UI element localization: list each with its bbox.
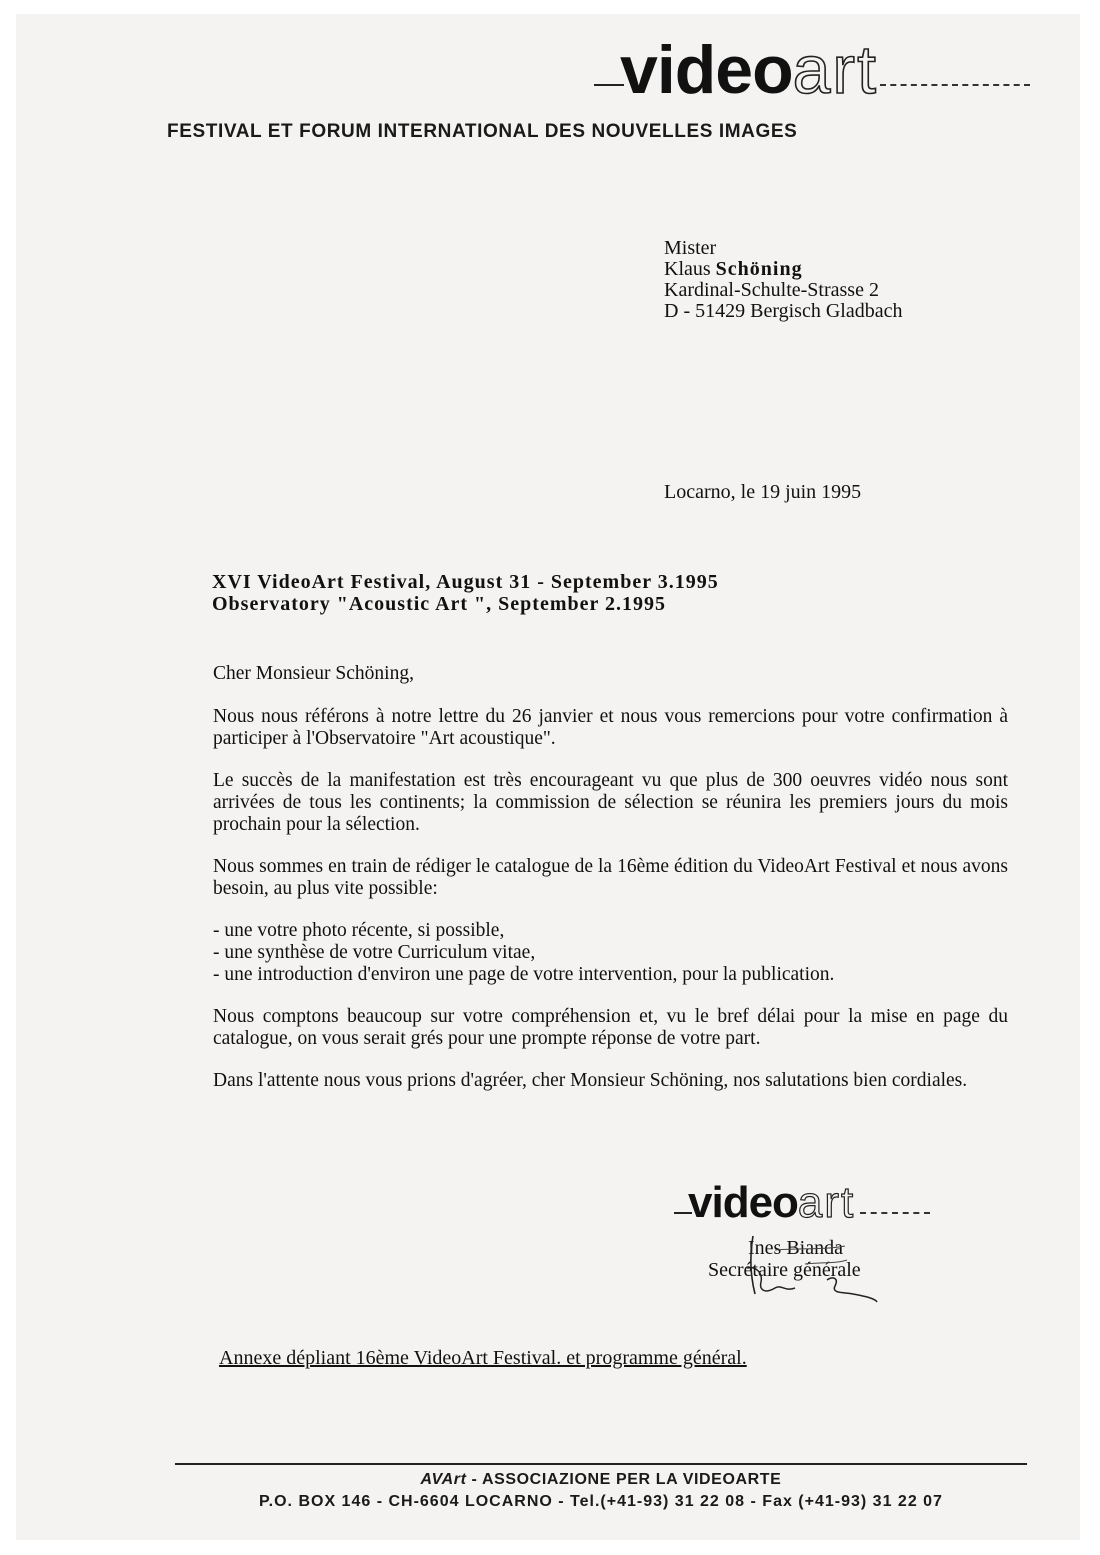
- sig-logo-rule-right: [860, 1212, 930, 1214]
- logo-video-text: video: [620, 32, 793, 108]
- logo-art-text: art: [792, 32, 878, 108]
- recipient-name: [664, 259, 902, 280]
- letter-subject: [212, 571, 719, 615]
- annexe-note: Annexe dépliant 16ème VideoArt Festival. et programme général.: [219, 1347, 747, 1369]
- signer-name: Ines Bianda: [748, 1237, 843, 1259]
- recipient-city: D - 51429 Bergisch Gladbach: [664, 300, 903, 322]
- footer-org-abbrev: AVArt: [420, 1471, 467, 1488]
- paragraph-5: Dans l'attente nous vous prions d'agréer, cher Monsieur Schöning, nos salutations bien cordiales.: [213, 1070, 968, 1091]
- footer-rule: [175, 1463, 1027, 1465]
- footer-org-name: - ASSOCIAZIONE PER LA VIDEOARTE: [466, 1471, 782, 1488]
- list-item: - une votre photo récente, si possible,: [213, 920, 505, 941]
- paragraph-2: Le succès de la manifestation est très encourageant vu que plus de 300 oeuvres vidéo nous sont arrivées de tous les continents; la commission de sélection se réunira les premiers jours du mois prochain pour la sélection.: [213, 770, 1008, 835]
- recipient-title: Mister: [664, 237, 717, 259]
- footer-organization: [175, 1471, 1027, 1489]
- footer-contact: P.O. BOX 146 - CH-6604 LOCARNO - Tel.(+41-93) 31 22 08 - Fax (+41-93) 31 22 07: [259, 1493, 943, 1510]
- sig-logo-video-text: video: [688, 1178, 798, 1227]
- letter-footer: [175, 1471, 1027, 1511]
- request-list: [213, 920, 1008, 986]
- sig-logo-art-text: art: [797, 1178, 856, 1227]
- letter-body: [213, 706, 1008, 1112]
- recipient-street: Kardinal-Schulte-Strasse 2: [664, 279, 879, 301]
- signer-title: Secrétaire générale: [708, 1259, 861, 1281]
- paragraph-1: Nous nous référons à notre lettre du 26 janvier et nous vous remercions pour votre confirmation à participer à l'Observatoire "Art acoustique".: [213, 706, 1008, 749]
- videoart-logo: [620, 32, 878, 108]
- handwritten-signature: [735, 1228, 895, 1308]
- list-item: - une introduction d'environ une page de votre intervention, pour la publication.: [213, 964, 835, 985]
- paragraph-3: Nous sommes en train de rédiger le catalogue de la 16ème édition du VideoArt Festival et nous avons besoin, au plus vite possible:: [213, 856, 1008, 899]
- letter-date: Locarno, le 19 juin 1995: [664, 481, 862, 503]
- recipient-first-name: Klaus: [664, 258, 711, 280]
- subject-line-1: XVI VideoArt Festival, August 31 - September 3.1995: [212, 571, 719, 593]
- logo-rule-right: [880, 84, 1030, 86]
- recipient-address: [664, 238, 902, 322]
- letterhead-tagline: FESTIVAL ET FORUM INTERNATIONAL DES NOUVELLES IMAGES: [167, 121, 798, 142]
- subject-line-2: Observatory "Acoustic Art ", September 2.1995: [212, 593, 666, 615]
- recipient-last-name: Schöning: [715, 258, 803, 280]
- paragraph-4: Nous comptons beaucoup sur votre compréhension et, vu le bref délai pour la mise en page du catalogue, on vous serait grés pour une prompte réponse de votre part.: [213, 1006, 1008, 1049]
- signature-logo: [688, 1178, 856, 1227]
- greeting: Cher Monsieur Schöning,: [213, 663, 414, 684]
- list-item: - une synthèse de votre Curriculum vitae,: [213, 942, 536, 963]
